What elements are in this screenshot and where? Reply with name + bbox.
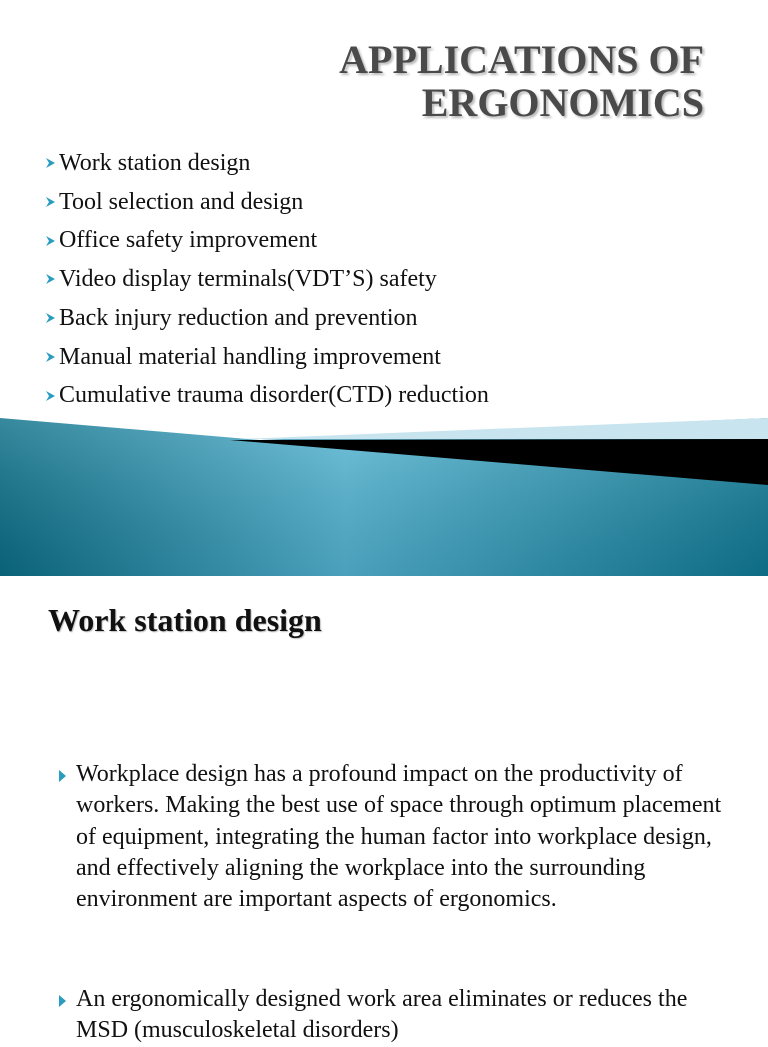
- list-item: [44, 338, 489, 377]
- arrow-bullet-icon: [44, 349, 58, 365]
- list-item: [44, 299, 489, 338]
- paragraph-bullet: [56, 984, 736, 1047]
- list-item: [44, 376, 489, 415]
- slide-heading: Work station design: [48, 602, 322, 638]
- slide-title: [240, 38, 704, 124]
- list-item-text: Tool selection and design: [59, 188, 304, 215]
- arrow-bullet-icon: [44, 310, 58, 326]
- slide-work-station-design: [0, 576, 768, 1044]
- list-item-text: Video display terminals(VDT’S) safety: [59, 266, 437, 293]
- list-item-text: Work station design: [59, 150, 251, 176]
- decorative-wave-band: [0, 418, 768, 576]
- list-item: [44, 221, 489, 260]
- arrow-bullet-icon: [44, 271, 58, 287]
- arrow-bullet-icon: [44, 233, 58, 249]
- list-item: [44, 144, 489, 183]
- arrow-bullet-icon: [44, 194, 58, 210]
- list-item-text: Manual material handling improvement: [59, 343, 441, 370]
- list-item: [44, 260, 489, 299]
- applications-list: [44, 144, 489, 415]
- triangle-bullet-icon: [56, 994, 76, 1008]
- slide-title-line2: ERGONOMICS: [421, 80, 704, 125]
- arrow-bullet-icon: [44, 388, 58, 404]
- slide-title-line1: APPLICATIONS OF: [339, 37, 704, 82]
- list-item-text: Cumulative trauma disorder(CTD) reduction: [59, 382, 489, 409]
- arrow-bullet-icon: [44, 155, 58, 171]
- list-item: [44, 183, 489, 222]
- list-item-text: Back injury reduction and prevention: [59, 304, 418, 331]
- paragraph-bullet: [56, 759, 736, 915]
- paragraph-text: Workplace design has a profound impact on the productivity of workers. Making the best use of space through optimum placement of equipment, integrating the human factor into workplace design, and effectively aligning the workplace into the surrounding environment are important aspects of ergonomics.: [76, 761, 722, 913]
- paragraph-text: An ergonomically designed work area eliminates or reduces the MSD (musculoskeletal disorders): [76, 986, 688, 1044]
- triangle-bullet-icon: [56, 769, 76, 783]
- list-item-text: Office safety improvement: [59, 227, 318, 254]
